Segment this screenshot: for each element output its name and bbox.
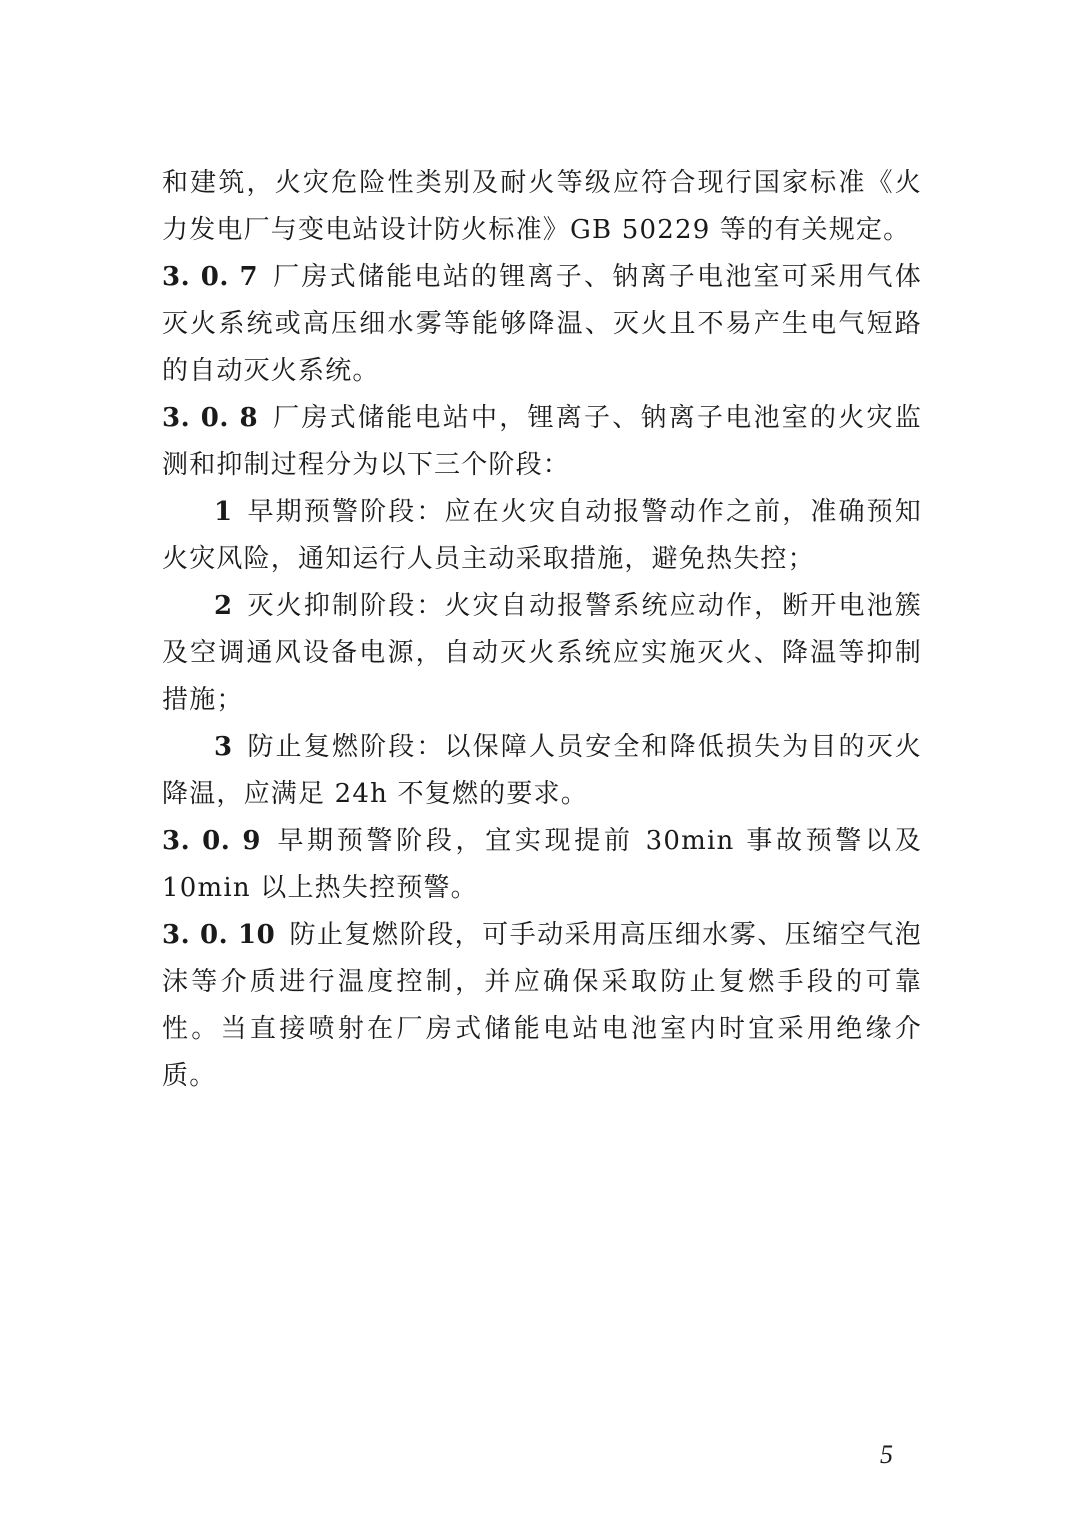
clause-3-0-10 <box>162 912 922 1100</box>
document-body <box>162 160 922 1100</box>
clause-number: 3. 0. 7 <box>162 262 259 292</box>
clause-number: 3. 0. 9 <box>162 826 261 856</box>
clause-3-0-7 <box>162 254 922 395</box>
list-item-2 <box>162 583 922 724</box>
clause-3-0-8 <box>162 395 922 489</box>
clause-text: 厂房式储能电站的锂离子、钠离子电池室可采用气体灭火系统或高压细水雾等能够降温、灭火且不易产生电气短路的自动灭火系统。 <box>162 262 922 386</box>
list-item-3 <box>162 724 922 818</box>
clause-number: 3. 0. 10 <box>162 920 276 950</box>
item-number: 3 <box>214 732 233 762</box>
clause-text: 厂房式储能电站中，锂离子、钠离子电池室的火灾监测和抑制过程分为以下三个阶段： <box>162 403 922 480</box>
paragraph-continuation <box>162 160 922 254</box>
item-number: 2 <box>214 591 233 621</box>
item-text: 防止复燃阶段：以保障人员安全和降低损失为目的灭火降温，应满足 24h 不复燃的要求。 <box>162 732 922 809</box>
clause-text: 防止复燃阶段，可手动采用高压细水雾、压缩空气泡沫等介质进行温度控制，并应确保采取防止复燃手段的可靠性。当直接喷射在厂房式储能电站电池室内时宜采用绝缘介质。 <box>162 920 922 1091</box>
clause-3-0-9 <box>162 818 922 912</box>
paragraph-text: 和建筑，火灾危险性类别及耐火等级应符合现行国家标准《火力发电厂与变电站设计防火标准》GB 50229 等的有关规定。 <box>162 168 922 245</box>
clause-number: 3. 0. 8 <box>162 403 259 433</box>
item-text: 早期预警阶段：应在火灾自动报警动作之前，准确预知火灾风险，通知运行人员主动采取措施，避免热失控； <box>162 497 922 574</box>
list-item-1 <box>162 489 922 583</box>
item-number: 1 <box>214 497 233 527</box>
clause-text: 早期预警阶段，宜实现提前 30min 事故预警以及 10min 以上热失控预警。 <box>162 826 922 903</box>
page-number: 5 <box>880 1440 893 1469</box>
item-text: 灭火抑制阶段：火灾自动报警系统应动作，断开电池簇及空调通风设备电源，自动灭火系统应实施灭火、降温等抑制措施； <box>162 591 922 715</box>
